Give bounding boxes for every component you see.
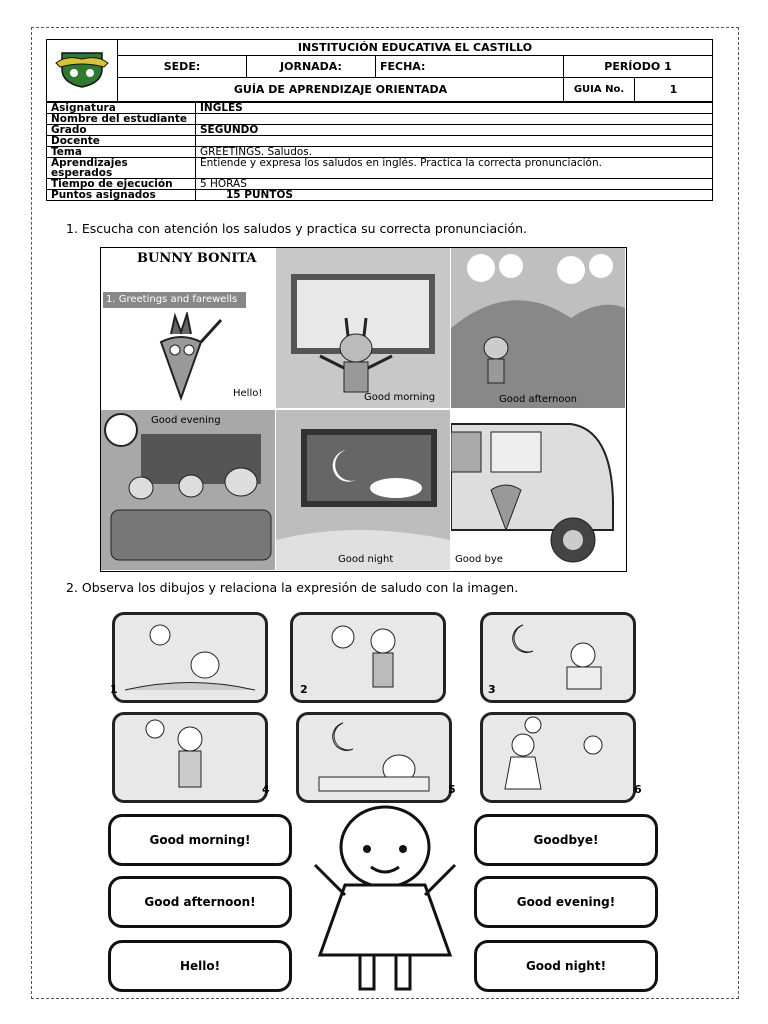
guia-label: GUIA No.	[564, 78, 635, 101]
caption-good-bye: Good bye	[455, 554, 503, 565]
info-row	[47, 103, 713, 114]
institution-name: INSTITUCIÓN EDUCATIVA EL CASTILLO	[118, 40, 713, 56]
info-key: Tiempo de ejecución	[47, 179, 196, 190]
caption-good-night: Good night	[338, 554, 394, 565]
tile-number-5: 5	[448, 783, 456, 796]
comic-panel-hello	[101, 248, 275, 408]
info-key: Aprendizajes esperados	[47, 158, 196, 179]
bus-icon	[451, 410, 625, 570]
picture-tile-2	[290, 612, 446, 703]
school-logo	[47, 40, 118, 102]
question-2: 2. Observa los dibujos y relaciona la expresión de saludo con la imagen.	[66, 580, 519, 595]
info-row	[47, 125, 713, 136]
info-value: GREETINGS. Saludos.	[196, 147, 713, 158]
info-row	[47, 179, 713, 190]
tile-number-2: 2	[300, 683, 308, 696]
bubble-good-evening: Good evening!	[474, 876, 658, 928]
caption-good-evening: Good evening	[151, 415, 221, 426]
info-key: Grado	[47, 125, 196, 136]
info-key: Tema	[47, 147, 196, 158]
girl-character-icon	[305, 805, 465, 1000]
comic-panel-night	[276, 410, 450, 570]
living-room-icon	[101, 410, 275, 570]
info-key: Asignatura	[47, 103, 196, 114]
bubble-good-night: Good night!	[474, 940, 658, 992]
caption-good-afternoon: Good afternoon	[499, 394, 577, 405]
picture-tile-6	[480, 712, 636, 803]
info-row	[47, 190, 713, 201]
info-value	[196, 114, 713, 125]
info-row	[47, 147, 713, 158]
tile-number-6: 6	[634, 783, 642, 796]
bubble-good-afternoon: Good afternoon!	[108, 876, 292, 928]
picture-tile-3	[480, 612, 636, 703]
info-value: SEGUNDO	[196, 125, 713, 136]
bubble-hello: Hello!	[108, 940, 292, 992]
caption-good-morning: Good morning	[364, 392, 436, 403]
shield-icon	[54, 49, 110, 89]
info-value: 15 PUNTOS	[196, 190, 713, 201]
comic-brand: BUNNY BONITA	[137, 251, 257, 266]
fecha-label: FECHA:	[376, 56, 564, 78]
tile-number-3: 3	[488, 683, 496, 696]
periodo-label: PERÍODO 1	[564, 56, 713, 78]
info-value: 5 HORAS	[196, 179, 713, 190]
comic-panel-afternoon	[451, 248, 625, 408]
hills-icon	[451, 248, 625, 408]
picture-tile-1	[112, 612, 268, 703]
picture-tile-5	[296, 712, 452, 803]
bubble-goodbye: Goodbye!	[474, 814, 658, 866]
carrot-character-icon	[141, 312, 231, 402]
info-key: Nombre del estudiante	[47, 114, 196, 125]
tile-number-1: 1	[110, 683, 118, 696]
caption-hello: Hello!	[233, 388, 263, 399]
header-table	[46, 39, 713, 102]
picture-tile-4	[112, 712, 268, 803]
question-1: 1. Escucha con atención los saludos y practica su correcta pronunciación.	[66, 221, 528, 236]
comic-panel-goodbye	[451, 410, 625, 570]
info-row	[47, 114, 713, 125]
info-table	[46, 102, 713, 201]
comic-panel-evening	[101, 410, 275, 570]
info-value: INGLES	[196, 103, 713, 114]
comic-panel-morning	[276, 248, 450, 408]
info-value: Entiende y expresa los saludos en inglés. Practica la correcta pronunciación.	[196, 158, 713, 179]
bubble-good-morning: Good morning!	[108, 814, 292, 866]
jornada-label: JORNADA:	[247, 56, 376, 78]
info-key: Docente	[47, 136, 196, 147]
info-value	[196, 136, 713, 147]
night-window-icon	[276, 410, 450, 570]
greetings-comic	[100, 247, 627, 572]
guide-title: GUÍA DE APRENDIZAJE ORIENTADA	[118, 78, 564, 102]
info-row	[47, 158, 713, 179]
guia-number: 1	[669, 83, 678, 96]
info-key: Puntos asignados	[47, 190, 196, 201]
tile-number-4: 4	[262, 783, 270, 796]
sede-label: SEDE:	[118, 56, 247, 78]
info-row	[47, 136, 713, 147]
comic-subtitle: 1. Greetings and farewells	[103, 292, 246, 308]
